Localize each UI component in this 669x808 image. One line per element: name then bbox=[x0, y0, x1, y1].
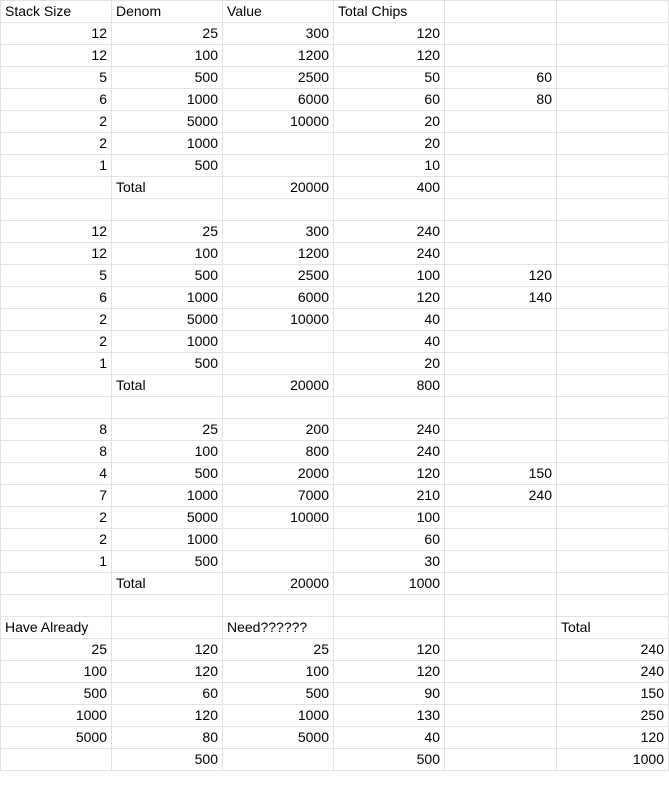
sheet-row bbox=[1, 573, 669, 595]
sheet-cell[interactable]: 100 bbox=[112, 45, 223, 67]
sheet-cell[interactable] bbox=[223, 155, 334, 177]
sheet-row bbox=[1, 419, 669, 441]
sheet-cell[interactable]: 1000 bbox=[112, 331, 223, 353]
sheet-cell[interactable]: 1000 bbox=[112, 287, 223, 309]
sheet-row bbox=[1, 485, 669, 507]
sheet-row bbox=[1, 45, 669, 67]
sheet-row bbox=[1, 441, 669, 463]
sheet-cell[interactable]: 150 bbox=[557, 683, 669, 705]
sheet-cell[interactable]: 500 bbox=[112, 265, 223, 287]
sheet-row bbox=[1, 507, 669, 529]
sheet-cell[interactable]: 240 bbox=[334, 243, 445, 265]
sheet-cell[interactable]: 80 bbox=[445, 89, 557, 111]
sheet-cell[interactable] bbox=[557, 441, 669, 463]
sheet-cell[interactable]: 1000 bbox=[334, 573, 445, 595]
sheet-cell[interactable] bbox=[557, 23, 669, 45]
sheet-row bbox=[1, 243, 669, 265]
sheet-cell[interactable] bbox=[557, 199, 669, 221]
sheet-cell[interactable]: 500 bbox=[223, 683, 334, 705]
sheet-cell[interactable] bbox=[223, 595, 334, 617]
sheet-cell[interactable]: 6 bbox=[1, 287, 112, 309]
sheet-cell[interactable] bbox=[557, 243, 669, 265]
sheet-cell[interactable]: 120 bbox=[334, 661, 445, 683]
sheet-cell[interactable]: 200 bbox=[223, 419, 334, 441]
sheet-cell[interactable]: 100 bbox=[223, 661, 334, 683]
sheet-cell[interactable]: 50 bbox=[334, 67, 445, 89]
sheet-cell[interactable] bbox=[223, 133, 334, 155]
sheet-cell[interactable] bbox=[557, 1, 669, 23]
sheet-cell[interactable]: 40 bbox=[334, 727, 445, 749]
sheet-cell[interactable]: 120 bbox=[112, 661, 223, 683]
sheet-cell[interactable]: 2 bbox=[1, 507, 112, 529]
sheet-cell[interactable]: Need?????? bbox=[223, 617, 334, 639]
sheet-cell[interactable]: 120 bbox=[334, 463, 445, 485]
sheet-cell[interactable]: 30 bbox=[334, 551, 445, 573]
sheet-cell[interactable]: 500 bbox=[112, 551, 223, 573]
sheet-cell[interactable] bbox=[445, 551, 557, 573]
sheet-cell[interactable]: 20000 bbox=[223, 573, 334, 595]
sheet-row bbox=[1, 661, 669, 683]
sheet-row bbox=[1, 683, 669, 705]
sheet-cell[interactable]: 8 bbox=[1, 441, 112, 463]
sheet-cell[interactable] bbox=[445, 529, 557, 551]
sheet-cell[interactable] bbox=[445, 111, 557, 133]
sheet-cell[interactable]: 1000 bbox=[112, 89, 223, 111]
sheet-cell[interactable] bbox=[557, 221, 669, 243]
sheet-cell[interactable] bbox=[445, 375, 557, 397]
sheet-cell[interactable] bbox=[112, 199, 223, 221]
sheet-cell[interactable]: 7 bbox=[1, 485, 112, 507]
sheet-cell[interactable]: 150 bbox=[445, 463, 557, 485]
sheet-cell[interactable]: 1 bbox=[1, 155, 112, 177]
sheet-cell[interactable] bbox=[445, 705, 557, 727]
sheet-cell[interactable] bbox=[1, 573, 112, 595]
sheet-cell[interactable]: 100 bbox=[334, 507, 445, 529]
sheet-cell[interactable] bbox=[1, 595, 112, 617]
sheet-cell[interactable]: 100 bbox=[112, 441, 223, 463]
sheet-cell[interactable]: 1 bbox=[1, 353, 112, 375]
sheet-cell[interactable]: 120 bbox=[112, 639, 223, 661]
sheet-cell[interactable]: 500 bbox=[112, 749, 223, 771]
sheet-cell[interactable]: 25 bbox=[112, 419, 223, 441]
sheet-row bbox=[1, 287, 669, 309]
sheet-cell[interactable] bbox=[557, 375, 669, 397]
sheet-cell[interactable]: 1200 bbox=[223, 45, 334, 67]
sheet-cell[interactable]: 240 bbox=[557, 661, 669, 683]
sheet-cell[interactable] bbox=[1, 749, 112, 771]
sheet-cell[interactable] bbox=[557, 551, 669, 573]
sheet-cell[interactable]: 240 bbox=[334, 221, 445, 243]
sheet-cell[interactable] bbox=[445, 507, 557, 529]
sheet-cell[interactable] bbox=[445, 199, 557, 221]
sheet-cell[interactable]: 100 bbox=[112, 243, 223, 265]
sheet-cell[interactable]: Denom bbox=[112, 1, 223, 23]
sheet-cell[interactable]: 140 bbox=[445, 287, 557, 309]
sheet-cell[interactable] bbox=[557, 287, 669, 309]
sheet-cell[interactable]: 10000 bbox=[223, 111, 334, 133]
sheet-cell[interactable]: 80 bbox=[112, 727, 223, 749]
sheet-cell[interactable]: 6 bbox=[1, 89, 112, 111]
sheet-cell[interactable]: 240 bbox=[334, 419, 445, 441]
sheet-cell[interactable] bbox=[112, 397, 223, 419]
sheet-cell[interactable] bbox=[445, 661, 557, 683]
sheet-cell[interactable]: 500 bbox=[112, 353, 223, 375]
sheet-cell[interactable]: 2000 bbox=[223, 463, 334, 485]
sheet-row bbox=[1, 375, 669, 397]
sheet-cell[interactable]: 2 bbox=[1, 331, 112, 353]
sheet-cell[interactable] bbox=[557, 67, 669, 89]
sheet-cell[interactable] bbox=[557, 463, 669, 485]
sheet-cell[interactable]: 1000 bbox=[112, 529, 223, 551]
sheet-cell[interactable] bbox=[445, 441, 557, 463]
sheet-cell[interactable] bbox=[223, 529, 334, 551]
sheet-cell[interactable]: 1 bbox=[1, 551, 112, 573]
sheet-cell[interactable]: 6000 bbox=[223, 89, 334, 111]
sheet-cell[interactable] bbox=[557, 573, 669, 595]
sheet-cell[interactable] bbox=[557, 45, 669, 67]
sheet-cell[interactable] bbox=[445, 155, 557, 177]
sheet-row bbox=[1, 463, 669, 485]
sheet-cell[interactable] bbox=[445, 419, 557, 441]
sheet-cell[interactable]: 2 bbox=[1, 309, 112, 331]
sheet-cell[interactable] bbox=[223, 353, 334, 375]
sheet-row bbox=[1, 1, 669, 23]
sheet-cell[interactable]: 12 bbox=[1, 23, 112, 45]
sheet-cell[interactable]: 500 bbox=[334, 749, 445, 771]
sheet-row bbox=[1, 199, 669, 221]
sheet-cell[interactable]: 5000 bbox=[112, 309, 223, 331]
sheet-cell[interactable]: 130 bbox=[334, 705, 445, 727]
sheet-cell[interactable] bbox=[445, 133, 557, 155]
sheet-cell[interactable]: 60 bbox=[334, 89, 445, 111]
sheet-cell[interactable]: Value bbox=[223, 1, 334, 23]
sheet-cell[interactable]: 250 bbox=[557, 705, 669, 727]
sheet-cell[interactable]: 60 bbox=[334, 529, 445, 551]
sheet-cell[interactable] bbox=[557, 507, 669, 529]
sheet-cell[interactable]: 7000 bbox=[223, 485, 334, 507]
sheet-cell[interactable] bbox=[1, 375, 112, 397]
sheet-cell[interactable]: 5000 bbox=[112, 111, 223, 133]
sheet-cell[interactable]: 120 bbox=[334, 45, 445, 67]
sheet-cell[interactable] bbox=[445, 23, 557, 45]
sheet-cell[interactable]: Total bbox=[557, 617, 669, 639]
sheet-row bbox=[1, 639, 669, 661]
sheet-cell[interactable]: 20000 bbox=[223, 177, 334, 199]
sheet-cell[interactable]: 500 bbox=[112, 67, 223, 89]
sheet-cell[interactable] bbox=[557, 309, 669, 331]
sheet-cell[interactable] bbox=[445, 221, 557, 243]
sheet-cell[interactable]: 1200 bbox=[223, 243, 334, 265]
sheet-cell[interactable]: 400 bbox=[334, 177, 445, 199]
sheet-cell[interactable]: 2 bbox=[1, 529, 112, 551]
sheet-cell[interactable]: 1000 bbox=[223, 705, 334, 727]
sheet-row bbox=[1, 353, 669, 375]
sheet-cell[interactable]: 2500 bbox=[223, 67, 334, 89]
sheet-cell[interactable]: 1000 bbox=[112, 485, 223, 507]
sheet-row bbox=[1, 529, 669, 551]
sheet-row bbox=[1, 67, 669, 89]
sheet-cell[interactable] bbox=[557, 485, 669, 507]
sheet-cell[interactable]: 5 bbox=[1, 67, 112, 89]
sheet-row bbox=[1, 727, 669, 749]
sheet-cell[interactable] bbox=[223, 397, 334, 419]
sheet-cell[interactable] bbox=[557, 155, 669, 177]
sheet-cell[interactable]: 10 bbox=[334, 155, 445, 177]
sheet-row bbox=[1, 23, 669, 45]
sheet-cell[interactable] bbox=[557, 419, 669, 441]
sheet-cell[interactable]: 300 bbox=[223, 23, 334, 45]
sheet-cell[interactable]: 300 bbox=[223, 221, 334, 243]
sheet-cell[interactable]: 210 bbox=[334, 485, 445, 507]
sheet-cell[interactable] bbox=[223, 199, 334, 221]
sheet-cell[interactable] bbox=[334, 199, 445, 221]
sheet-cell[interactable]: 800 bbox=[223, 441, 334, 463]
sheet-cell[interactable]: 25 bbox=[223, 639, 334, 661]
sheet-cell[interactable] bbox=[445, 749, 557, 771]
sheet-cell[interactable]: 240 bbox=[557, 639, 669, 661]
sheet-cell[interactable] bbox=[334, 595, 445, 617]
sheet-cell[interactable]: 5000 bbox=[223, 727, 334, 749]
grid-body bbox=[1, 1, 669, 771]
sheet-cell[interactable] bbox=[445, 177, 557, 199]
sheet-cell[interactable]: 1000 bbox=[1, 705, 112, 727]
sheet-cell[interactable]: 1000 bbox=[557, 749, 669, 771]
sheet-cell[interactable] bbox=[445, 683, 557, 705]
sheet-cell[interactable]: 20000 bbox=[223, 375, 334, 397]
sheet-cell[interactable] bbox=[445, 243, 557, 265]
sheet-cell[interactable] bbox=[223, 749, 334, 771]
sheet-row bbox=[1, 177, 669, 199]
sheet-cell[interactable] bbox=[445, 1, 557, 23]
sheet-cell[interactable]: 2 bbox=[1, 111, 112, 133]
sheet-cell[interactable]: 120 bbox=[334, 639, 445, 661]
sheet-cell[interactable] bbox=[445, 595, 557, 617]
sheet-cell[interactable]: 25 bbox=[1, 639, 112, 661]
sheet-cell[interactable] bbox=[557, 595, 669, 617]
sheet-cell[interactable] bbox=[445, 573, 557, 595]
sheet-cell[interactable]: 20 bbox=[334, 353, 445, 375]
sheet-cell[interactable] bbox=[557, 353, 669, 375]
sheet-cell[interactable]: 800 bbox=[334, 375, 445, 397]
sheet-cell[interactable]: 12 bbox=[1, 243, 112, 265]
sheet-row bbox=[1, 617, 669, 639]
sheet-cell[interactable]: 4 bbox=[1, 463, 112, 485]
sheet-row bbox=[1, 265, 669, 287]
sheet-cell[interactable] bbox=[445, 397, 557, 419]
sheet-cell[interactable] bbox=[223, 551, 334, 573]
sheet-cell[interactable] bbox=[112, 595, 223, 617]
sheet-row bbox=[1, 221, 669, 243]
sheet-cell[interactable]: 100 bbox=[334, 265, 445, 287]
sheet-row bbox=[1, 89, 669, 111]
sheet-cell[interactable] bbox=[557, 529, 669, 551]
sheet-cell[interactable] bbox=[445, 727, 557, 749]
sheet-cell[interactable] bbox=[334, 397, 445, 419]
sheet-cell[interactable]: 60 bbox=[445, 67, 557, 89]
sheet-cell[interactable]: Total Chips bbox=[334, 1, 445, 23]
sheet-cell[interactable] bbox=[445, 309, 557, 331]
sheet-cell[interactable] bbox=[334, 617, 445, 639]
sheet-cell[interactable] bbox=[445, 617, 557, 639]
sheet-cell[interactable]: 2 bbox=[1, 133, 112, 155]
sheet-row bbox=[1, 133, 669, 155]
sheet-cell[interactable] bbox=[1, 199, 112, 221]
sheet-cell[interactable]: 20 bbox=[334, 111, 445, 133]
sheet-cell[interactable]: 6000 bbox=[223, 287, 334, 309]
sheet-cell[interactable] bbox=[445, 353, 557, 375]
sheet-cell[interactable]: 90 bbox=[334, 683, 445, 705]
sheet-cell[interactable]: Total bbox=[112, 573, 223, 595]
sheet-cell[interactable]: 2500 bbox=[223, 265, 334, 287]
sheet-cell[interactable] bbox=[557, 397, 669, 419]
sheet-cell[interactable]: 5000 bbox=[1, 727, 112, 749]
sheet-cell[interactable]: 120 bbox=[334, 287, 445, 309]
sheet-cell[interactable] bbox=[445, 331, 557, 353]
sheet-row bbox=[1, 111, 669, 133]
sheet-cell[interactable]: 120 bbox=[334, 23, 445, 45]
sheet-cell[interactable]: 12 bbox=[1, 45, 112, 67]
sheet-cell[interactable]: 100 bbox=[1, 661, 112, 683]
sheet-cell[interactable]: 500 bbox=[112, 463, 223, 485]
sheet-cell[interactable]: 10000 bbox=[223, 309, 334, 331]
sheet-cell[interactable] bbox=[557, 265, 669, 287]
sheet-row bbox=[1, 595, 669, 617]
sheet-cell[interactable]: Stack Size bbox=[1, 1, 112, 23]
sheet-row bbox=[1, 397, 669, 419]
sheet-cell[interactable]: 5 bbox=[1, 265, 112, 287]
sheet-cell[interactable] bbox=[557, 89, 669, 111]
sheet-cell[interactable]: Total bbox=[112, 177, 223, 199]
sheet-cell[interactable]: 240 bbox=[334, 441, 445, 463]
sheet-cell[interactable] bbox=[557, 111, 669, 133]
sheet-cell[interactable]: 120 bbox=[445, 265, 557, 287]
sheet-cell[interactable] bbox=[112, 617, 223, 639]
sheet-cell[interactable]: 1000 bbox=[112, 133, 223, 155]
sheet-cell[interactable]: 40 bbox=[334, 331, 445, 353]
sheet-cell[interactable]: 120 bbox=[112, 705, 223, 727]
sheet-cell[interactable] bbox=[557, 133, 669, 155]
sheet-cell[interactable]: 20 bbox=[334, 133, 445, 155]
sheet-cell[interactable]: 60 bbox=[112, 683, 223, 705]
sheet-cell[interactable]: 240 bbox=[445, 485, 557, 507]
sheet-cell[interactable]: 8 bbox=[1, 419, 112, 441]
sheet-row bbox=[1, 155, 669, 177]
sheet-row bbox=[1, 551, 669, 573]
sheet-cell[interactable]: 25 bbox=[112, 221, 223, 243]
sheet-cell[interactable] bbox=[223, 331, 334, 353]
sheet-cell[interactable]: 40 bbox=[334, 309, 445, 331]
sheet-cell[interactable]: 5000 bbox=[112, 507, 223, 529]
sheet-cell[interactable] bbox=[445, 45, 557, 67]
sheet-cell[interactable]: 10000 bbox=[223, 507, 334, 529]
sheet-row bbox=[1, 749, 669, 771]
sheet-cell[interactable] bbox=[445, 639, 557, 661]
sheet-cell[interactable] bbox=[557, 177, 669, 199]
sheet-cell[interactable] bbox=[557, 331, 669, 353]
sheet-cell[interactable]: Total bbox=[112, 375, 223, 397]
sheet-cell[interactable] bbox=[1, 177, 112, 199]
sheet-cell[interactable]: Have Already bbox=[1, 617, 112, 639]
sheet-cell[interactable]: 25 bbox=[112, 23, 223, 45]
sheet-cell[interactable]: 12 bbox=[1, 221, 112, 243]
sheet-cell[interactable]: 120 bbox=[557, 727, 669, 749]
sheet-cell[interactable]: 500 bbox=[1, 683, 112, 705]
sheet-cell[interactable]: 500 bbox=[112, 155, 223, 177]
sheet-row bbox=[1, 309, 669, 331]
sheet-cell[interactable] bbox=[1, 397, 112, 419]
sheet-row bbox=[1, 705, 669, 727]
sheet-row bbox=[1, 331, 669, 353]
